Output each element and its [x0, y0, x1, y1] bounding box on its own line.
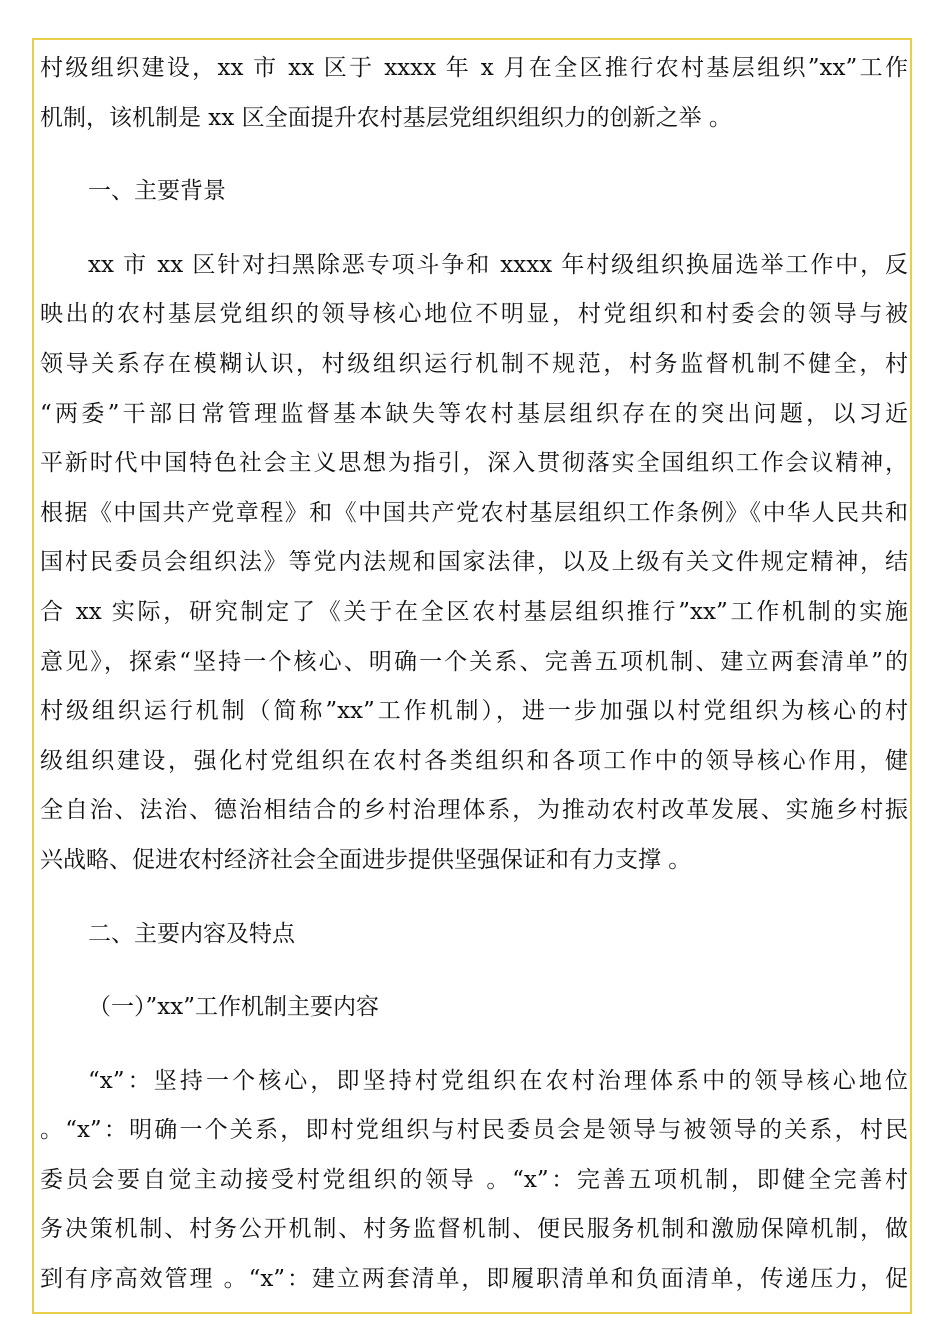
subsection-heading-content: （一）”xx”工作机制主要内容 [88, 994, 379, 1021]
spacer [40, 1033, 908, 1057]
section-heading-background: 一、主要背景 [88, 178, 226, 205]
document-body [40, 44, 908, 1305]
background-line-11: 级组织建设，强化村党组织在农村各类组织和各项工作中的领导核心作用，健 [40, 747, 908, 774]
intro-line-2: 机制，该机制是 xx 区全面提升农村基层党组织组织力的创新之举 。 [40, 104, 732, 131]
background-line-13: 兴战略、促进农村经济社会全面进步提供坚强保证和有力支撑 。 [40, 846, 692, 873]
spacer [40, 217, 908, 241]
background-line-4: “两委”干部日常管理监督基本缺失等农村基层组织存在的突出问题，以习近 [40, 400, 908, 427]
intro-line-1: 村级组织建设，xx 市 xx 区于 xxxx 年 x 月在全区推行农村基层组织”xx”工作 [40, 55, 908, 81]
content-line-5: 到有序高效管理 。“x”：建立两套清单，即履职清单和负面清单，传递压力，促 [40, 1266, 908, 1293]
spacer [40, 959, 908, 983]
background-line-1: xx 市 xx 区针对扫黑除恶专项斗争和 xxxx 年村级组织换届选举工作中，反 [88, 251, 908, 278]
background-line-8: 合 xx 实际，研究制定了《关于在全区农村基层组织推行”xx”工作机制的实施 [40, 598, 908, 625]
section-heading-content: 二、主要内容及特点 [88, 920, 295, 947]
spacer [40, 886, 908, 910]
content-line-3: 委员会要自觉主动接受村党组织的领导 。“x”：完善五项机制，即健全完善村 [40, 1166, 908, 1193]
background-line-5: 平新时代中国特色社会主义思想为指引，深入贯彻落实全国组织工作会议精神， [40, 450, 908, 477]
background-line-3: 领导关系存在模糊认识，村级组织运行机制不规范，村务监督机制不健全，村 [40, 350, 908, 377]
content-line-1: “x”：坚持一个核心，即坚持村党组织在农村治理体系中的领导核心地位 [88, 1067, 908, 1094]
background-line-12: 全自治、法治、德治相结合的乡村治理体系，为推动农村改革发展、实施乡村振 [40, 797, 908, 824]
content-line-2: 。“x”：明确一个关系，即村党组织与村民委员会是领导与被领导的关系，村民 [40, 1117, 908, 1144]
background-line-10: 村级组织运行机制（简称”xx”工作机制），进一步加强以村党组织为核心的村 [40, 698, 908, 725]
background-line-9: 意见》，探索“坚持一个核心、明确一个关系、完善五项机制、建立两套清单”的 [40, 648, 908, 675]
spacer [40, 143, 908, 167]
background-line-6: 根据《中国共产党章程》和《中国共产党农村基层组织工作条例》《中华人民共和 [40, 499, 908, 526]
background-line-7: 国村民委员会组织法》等党内法规和国家法律，以及上级有关文件规定精神，结 [40, 549, 908, 576]
background-line-2: 映出的农村基层党组织的领导核心地位不明显，村党组织和村委会的领导与被 [40, 301, 908, 328]
content-line-4: 务决策机制、村务公开机制、村务监督机制、便民服务机制和激励保障机制，做 [40, 1216, 908, 1243]
